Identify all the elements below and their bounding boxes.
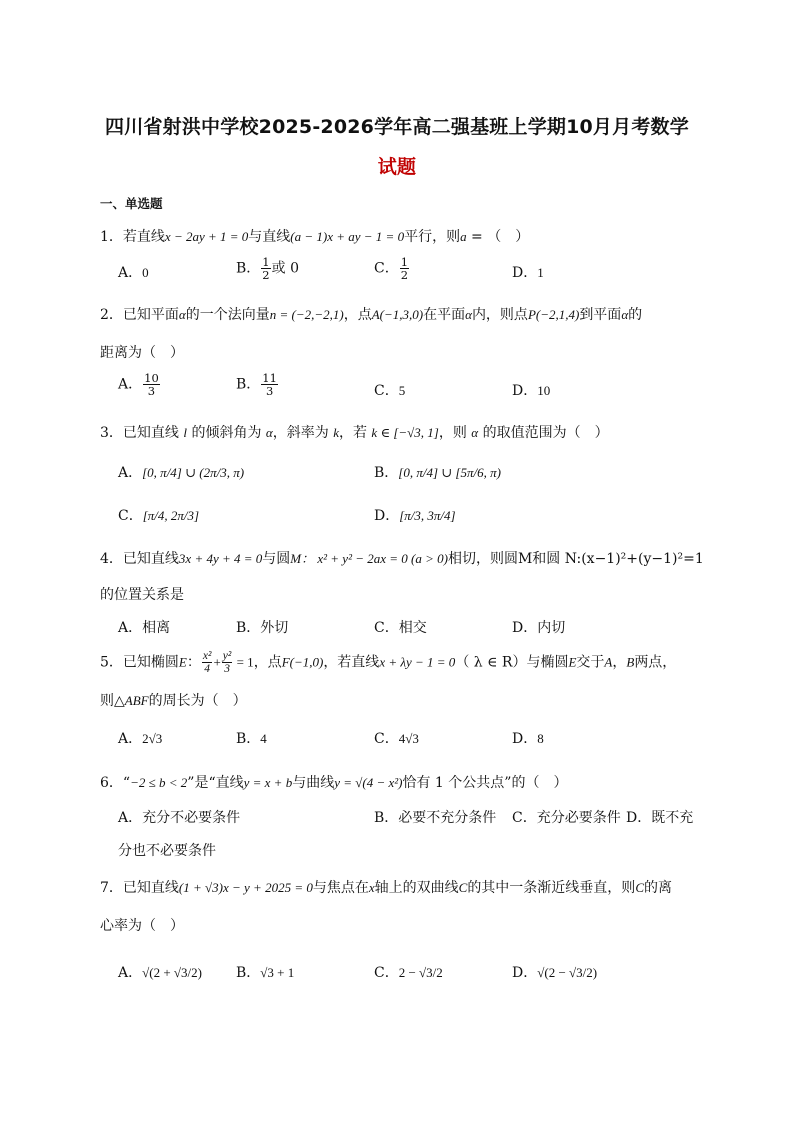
section-heading: 一、单选题 (100, 196, 163, 211)
option-c[interactable]: C．4√3 (374, 731, 419, 747)
option-c[interactable]: C．5 (374, 383, 406, 399)
question-2-continued: 距离为（ ） (100, 345, 184, 361)
question-1: 1．若直线x − 2ay + 1 = 0与直线(a − 1)x + ay − 1 = 0平行，则a = （ ） (100, 229, 530, 245)
option-a[interactable]: A．0 (118, 265, 149, 281)
option-c[interactable]: C．2 − √3/2 (374, 965, 443, 981)
option-a[interactable]: A．√(2 + √3/2) (118, 965, 202, 981)
option-c[interactable]: C．[π/4, 2π/3] (118, 508, 200, 524)
question-4-continued: 的位置关系是 (100, 587, 184, 603)
option-a[interactable]: A．2√3 (118, 731, 163, 747)
option-d[interactable]: D．内切 (512, 620, 566, 636)
option-d[interactable]: D．10 (512, 383, 551, 399)
option-a[interactable]: A．相离 (118, 620, 171, 636)
question-6-option-d-continued: 分也不必要条件 (118, 843, 216, 859)
option-d[interactable]: D．8 (512, 731, 544, 747)
exam-title: 四川省射洪中学校2025-2026学年高二强基班上学期10月月考数学 (105, 116, 689, 138)
option-b[interactable]: B．[0, π/4] ∪ [5π/6, π) (374, 465, 501, 481)
question-7: 7．已知直线(1 + √3)x − y + 2025 = 0与焦点在x轴上的双曲线C的其中一条渐近线垂直，则C的离 (100, 880, 672, 896)
option-a[interactable]: A．[0, π/4] ∪ (2π/3, π) (118, 465, 245, 481)
option-c[interactable]: C． $\frac{1}{2}$ (374, 255, 409, 283)
question-3: 3．已知直线 l 的倾斜角为 α，斜率为 k，若 k ∈ [−√3, 1]，则 α 的取值范围为（ ） (100, 425, 609, 441)
option-c[interactable]: C．相交 (374, 620, 427, 636)
question-5: 5．已知椭圆E： $\frac{\text{x²}}{4}$ + $\frac{\text{y²}}{3}$ = 1，点F(−1,0)，若直线x + λy − 1 = 0（ λ ∈ R）与椭圆E交于A，B两点， (100, 650, 677, 676)
option-d[interactable]: D．√(2 − √3/2) (512, 965, 598, 981)
option-a[interactable]: A．充分不必要条件 (118, 810, 241, 826)
option-b[interactable]: B． $\frac{1}{2}$ 或 0 (236, 255, 299, 283)
option-d[interactable]: D．1 (512, 265, 544, 281)
question-2: 2．已知平面α的一个法向量n = (−2,−2,1)，点A(−1,3,0)在平面α内，则点P(−2,1,4)到平面α的 (100, 307, 643, 323)
option-c[interactable]: C．充分必要条件 (512, 810, 621, 826)
option-b[interactable]: B．必要不充分条件 (374, 810, 497, 826)
question-5-continued: 则△ABF的周长为（ ） (100, 693, 247, 709)
question-4: 4．已知直线3x + 4y + 4 = 0与圆M： x² + y² − 2ax = 0 (a > 0)相切，则圆M和圆 N:(x−1)²+(y−1)²=1 (100, 551, 704, 567)
option-d[interactable]: D．既不充 (626, 810, 694, 826)
option-b[interactable]: B．√3 + 1 (236, 965, 295, 981)
question-6: 6．“−2 ≤ b < 2”是“直线y = x + b与曲线y = √(4 − x²)恰有 1 个公共点”的（ ） (100, 775, 568, 791)
option-a[interactable]: A． $\frac{10}{3}$ (118, 371, 159, 399)
option-b[interactable]: B．4 (236, 731, 267, 747)
option-b[interactable]: B． $\frac{11}{3}$ (236, 371, 277, 399)
question-7-continued: 心率为（ ） (100, 918, 184, 934)
exam-title-continued: 试题 (377, 156, 417, 178)
option-d[interactable]: D．[π/3, 3π/4] (374, 508, 456, 524)
option-b[interactable]: B．外切 (236, 620, 289, 636)
